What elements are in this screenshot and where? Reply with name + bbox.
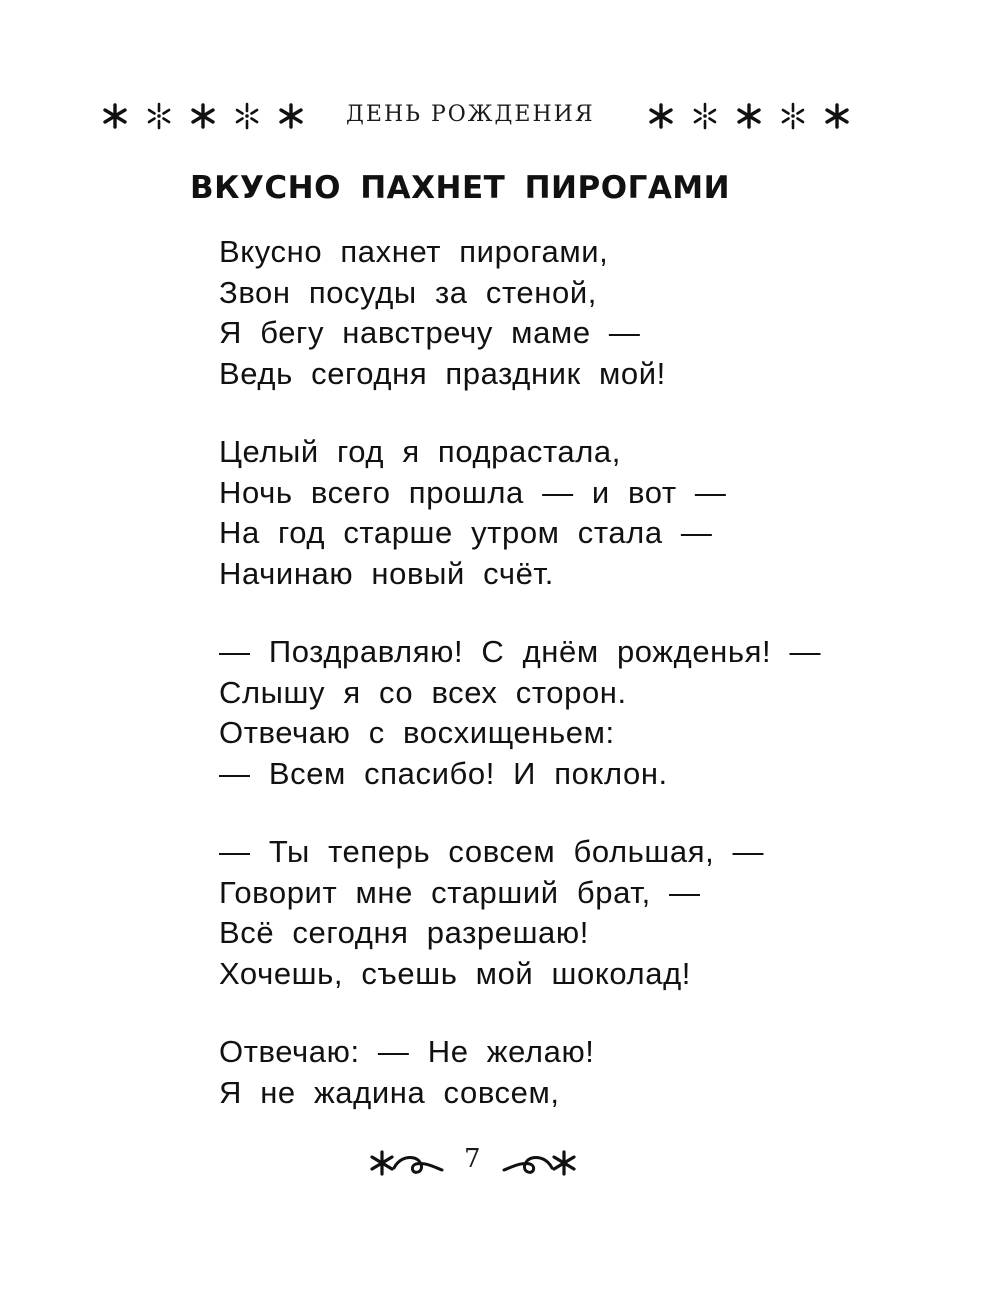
- stanza-2: [219, 432, 919, 594]
- poem-line: Начинаю новый счёт.: [219, 555, 554, 591]
- poem-line: Целый год я подрастала,: [219, 434, 621, 469]
- stanza-5: [219, 1032, 919, 1113]
- poem-line: Хочешь, съешь мой шоколад!: [219, 955, 691, 991]
- dotted-star-icon: [778, 101, 808, 131]
- stanza-3: [219, 632, 919, 794]
- running-header: [0, 96, 986, 140]
- solid-star-icon: [822, 101, 852, 131]
- poem-line: Ведь сегодня праздник мой!: [219, 355, 666, 391]
- page-number: 7: [464, 1144, 481, 1174]
- poem-body: [219, 232, 919, 1151]
- poem-line: На год старше утром стала —: [219, 515, 713, 550]
- poem-line: — Ты теперь совсем большая, —: [219, 834, 765, 869]
- page-footer: [0, 1142, 986, 1182]
- solid-star-icon: [276, 101, 306, 131]
- poem-line: Слышу я со всех сторон.: [219, 674, 627, 710]
- poem-line: — Поздравляю! С днём рожденья! —: [219, 634, 822, 669]
- swirl-star-icon: [498, 1146, 578, 1180]
- solid-star-icon: [188, 101, 218, 131]
- poem-line: Говорит мне старший брат, —: [219, 874, 701, 910]
- poem-line: Отвечаю: — Не желаю!: [219, 1034, 595, 1069]
- poem-line: Звон посуды за стеной,: [219, 274, 597, 310]
- solid-star-icon: [734, 101, 764, 131]
- poem-title: ВКУСНО ПАХНЕТ ПИРОГАМИ: [190, 170, 731, 206]
- solid-star-icon: [100, 101, 130, 131]
- running-title: ДЕНЬ РОЖДЕНИЯ: [346, 102, 595, 127]
- dotted-star-icon: [690, 101, 720, 131]
- poem-line: Всё сегодня разрешаю!: [219, 915, 589, 950]
- header-left-ornament: [100, 96, 306, 136]
- stanza-4: [219, 832, 919, 994]
- poem-line: — Всем спасибо! И поклон.: [219, 755, 668, 791]
- solid-star-icon: [646, 101, 676, 131]
- dotted-star-icon: [144, 101, 174, 131]
- poem-line: Отвечаю с восхищеньем:: [219, 715, 615, 750]
- star-swirl-icon: [368, 1146, 448, 1180]
- poem-line: Я бегу навстречу маме —: [219, 315, 641, 350]
- poem-line: Вкусно пахнет пирогами,: [219, 234, 609, 269]
- poem-line: Ночь всего прошла — и вот —: [219, 474, 727, 510]
- header-right-ornament: [646, 96, 852, 136]
- stanza-1: [219, 232, 919, 394]
- dotted-star-icon: [232, 101, 262, 131]
- poem-line: Я не жадина совсем,: [219, 1074, 560, 1110]
